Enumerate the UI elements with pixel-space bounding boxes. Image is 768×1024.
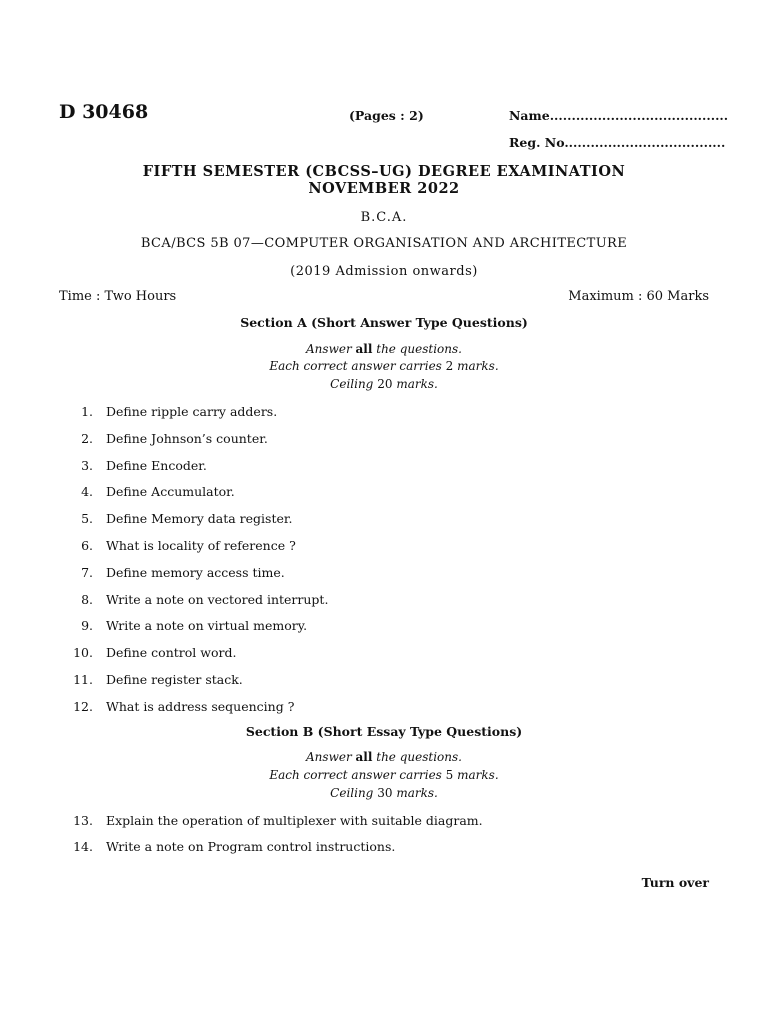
question-text: Define ripple carry adders. [106,404,278,419]
question-text: What is locality of reference ? [106,538,296,553]
question-item [0,431,768,449]
maximum-marks: Maximum : 60 Marks [568,289,709,304]
question-text: Define Accumulator. [106,484,235,500]
question-number: 6. [81,538,93,553]
exam-title: FIFTH SEMESTER (CBCSS–UG) DEGREE EXAMINATION [142,163,626,180]
section-a-instruction-ceiling: Ceiling 20 marks. [330,377,438,391]
question-text: Define Johnson’s counter. [106,430,268,446]
question-text: Define Memory data register. [106,511,293,527]
question-text: Define Encoder. [106,457,207,473]
question-item [0,813,768,831]
section-a-heading: Section A (Short Answer Type Questions) [240,315,528,330]
question-item [0,565,768,583]
name-field: Name......................................... [509,108,729,123]
exam-session: NOVEMBER 2022 [308,180,460,197]
question-number: 4. [81,484,93,500]
question-item [0,404,768,422]
question-number: 13. [73,813,93,828]
section-b-instruction-answer: Answer all the questions. [306,750,462,764]
question-item [0,618,768,636]
time-allowed: Time : Two Hours [59,289,177,304]
question-number: 12. [73,698,93,714]
question-item [0,839,768,857]
question-number: 10. [73,645,93,661]
question-text: Write a note on vectored interrupt. [106,591,329,607]
paper-code: D 30468 [59,101,149,123]
question-item [0,592,768,610]
program-name: B.C.A. [360,210,408,225]
reg-no-field: Reg. No..................................... [509,135,726,150]
section-b-instruction-marks: Each correct answer carries 5 marks. [269,768,499,782]
question-text: Define register stack. [106,672,243,687]
question-text: What is address sequencing ? [106,698,295,714]
question-number: 11. [73,672,93,687]
turn-over-note: Turn over [641,875,709,890]
section-a-instruction-marks: Each correct answer carries 2 marks. [269,359,499,373]
question-item [0,484,768,502]
question-text: Write a note on virtual memory. [106,618,308,634]
question-text: Define memory access time. [106,564,285,580]
question-number: 5. [81,511,93,527]
question-text: Write a note on Program control instructions. [106,839,396,854]
section-b-instruction-ceiling: Ceiling 30 marks. [330,786,438,800]
question-number: 8. [81,591,93,607]
subject-title: BCA/BCS 5B 07—COMPUTER ORGANISATION AND ARCHITECTURE [140,236,628,251]
question-number: 3. [81,457,93,473]
question-item [0,538,768,556]
question-text: Define control word. [106,645,237,661]
question-text: Explain the operation of multiplexer with suitable diagram. [106,813,483,828]
question-number: 2. [81,430,93,446]
question-number: 7. [81,564,93,580]
question-item [0,645,768,663]
page-count: (Pages : 2) [349,108,424,123]
section-b-heading: Section B (Short Essay Type Questions) [245,724,523,739]
admission-scheme: (2019 Admission onwards) [290,264,478,279]
question-number: 14. [73,839,93,854]
question-item [0,672,768,690]
question-number: 9. [81,618,93,634]
question-number: 1. [81,404,93,419]
section-a-instruction-answer: Answer all the questions. [306,342,462,356]
question-item [0,458,768,476]
question-item [0,511,768,529]
question-item [0,699,768,717]
